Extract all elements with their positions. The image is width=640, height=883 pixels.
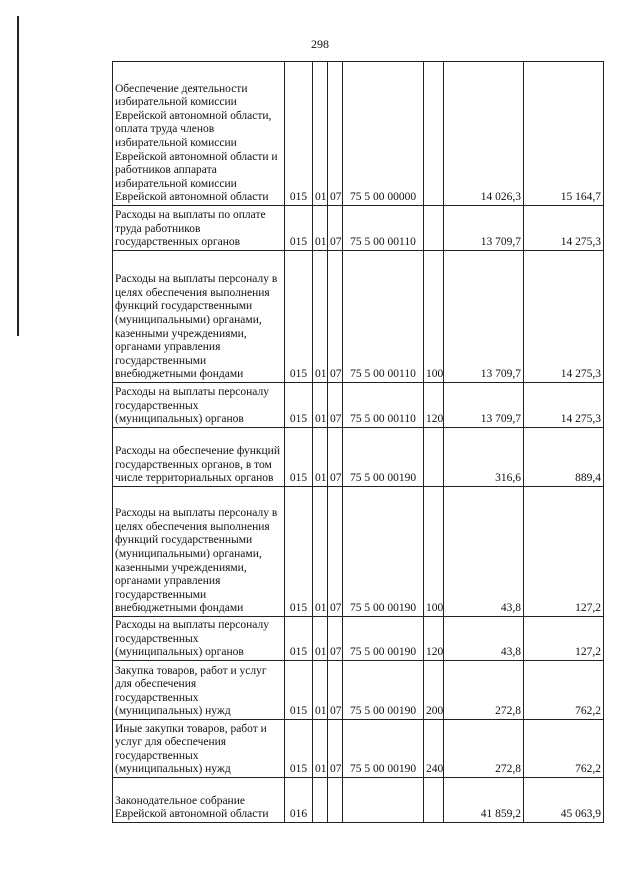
row-name: Расходы на выплаты персоналу государственных (муниципальных) органов — [113, 383, 285, 428]
ved-code: 015 — [285, 720, 313, 778]
section-code: 01 — [313, 206, 328, 251]
ved-code: 015 — [285, 62, 313, 206]
amount-year-2: 14 275,3 — [524, 251, 604, 383]
amount-year-2: 14 275,3 — [524, 206, 604, 251]
row-name: Расходы на выплаты персоналу государственных (муниципальных) органов — [113, 617, 285, 661]
section-code: 01 — [313, 428, 328, 487]
expense-type-code: 240 — [424, 720, 444, 778]
table-row — [113, 383, 604, 428]
amount-year-1: 272,8 — [444, 661, 524, 720]
amount-year-2: 127,2 — [524, 617, 604, 661]
amount-year-2: 14 275,3 — [524, 383, 604, 428]
row-name: Расходы на обеспечение функций государственных органов, в том числе территориальных органов — [113, 428, 285, 487]
expense-type-code: 120 — [424, 617, 444, 661]
amount-year-1: 13 709,7 — [444, 383, 524, 428]
ved-code: 015 — [285, 383, 313, 428]
subsection-code: 07 — [328, 428, 343, 487]
section-code: 01 — [313, 661, 328, 720]
target-article-code: 75 5 00 00110 — [343, 383, 424, 428]
row-name: Закупка товаров, работ и услуг для обеспечения государственных (муниципальных) нужд — [113, 661, 285, 720]
page-number: 298 — [311, 37, 329, 51]
expense-type-code — [424, 206, 444, 251]
table-row — [113, 62, 604, 206]
amount-year-1: 41 859,2 — [444, 778, 524, 823]
expense-type-code — [424, 62, 444, 206]
subsection-code: 07 — [328, 487, 343, 617]
amount-year-1: 43,8 — [444, 617, 524, 661]
table-row — [113, 206, 604, 251]
ved-code: 015 — [285, 617, 313, 661]
section-code: 01 — [313, 62, 328, 206]
amount-year-2: 762,2 — [524, 720, 604, 778]
ved-code: 015 — [285, 428, 313, 487]
subsection-code: 07 — [328, 617, 343, 661]
ved-code: 016 — [285, 778, 313, 823]
ved-code: 015 — [285, 661, 313, 720]
target-article-code: 75 5 00 00190 — [343, 487, 424, 617]
table-row — [113, 428, 604, 487]
amount-year-2: 45 063,9 — [524, 778, 604, 823]
row-name: Расходы на выплаты персоналу в целях обеспечения выполнения функций государственными (муниципальными) органами, казенными учреждениями, органами управления государственными внебюджетными фондами — [113, 487, 285, 617]
table-row — [113, 251, 604, 383]
ved-code: 015 — [285, 251, 313, 383]
target-article-code: 75 5 00 00190 — [343, 661, 424, 720]
table-row — [113, 720, 604, 778]
table-row — [113, 617, 604, 661]
table-row — [113, 661, 604, 720]
section-code: 01 — [313, 251, 328, 383]
amount-year-1: 316,6 — [444, 428, 524, 487]
expense-type-code: 100 — [424, 251, 444, 383]
ved-code: 015 — [285, 487, 313, 617]
target-article-code: 75 5 00 00190 — [343, 428, 424, 487]
amount-year-2: 15 164,7 — [524, 62, 604, 206]
subsection-code — [328, 778, 343, 823]
target-article-code: 75 5 00 00110 — [343, 251, 424, 383]
amount-year-1: 13 709,7 — [444, 206, 524, 251]
row-name: Расходы на выплаты персоналу в целях обеспечения выполнения функций государственными (муниципальными) органами, казенными учреждениями, органами управления государственными внебюджетными фондами — [113, 251, 285, 383]
table-row — [113, 487, 604, 617]
section-code: 01 — [313, 487, 328, 617]
target-article-code: 75 5 00 00190 — [343, 617, 424, 661]
expense-type-code: 100 — [424, 487, 444, 617]
section-code: 01 — [313, 617, 328, 661]
subsection-code: 07 — [328, 206, 343, 251]
subsection-code: 07 — [328, 661, 343, 720]
target-article-code: 75 5 00 00000 — [343, 62, 424, 206]
subsection-code: 07 — [328, 383, 343, 428]
section-code — [313, 778, 328, 823]
target-article-code: 75 5 00 00110 — [343, 206, 424, 251]
amount-year-1: 13 709,7 — [444, 251, 524, 383]
section-code: 01 — [313, 720, 328, 778]
amount-year-1: 43,8 — [444, 487, 524, 617]
expense-type-code: 120 — [424, 383, 444, 428]
target-article-code — [343, 778, 424, 823]
target-article-code: 75 5 00 00190 — [343, 720, 424, 778]
subsection-code: 07 — [328, 62, 343, 206]
row-name: Иные закупки товаров, работ и услуг для обеспечения государственных (муниципальных) нужд — [113, 720, 285, 778]
row-name: Обеспечение деятельности избирательной комиссии Еврейской автономной области, оплата труда членов избирательной комиссии Еврейской автономной области и работников аппарата избирательной комиссии Еврейской автономной области — [113, 62, 285, 206]
table-row — [113, 778, 604, 823]
margin-rule — [17, 16, 19, 336]
ved-code: 015 — [285, 206, 313, 251]
expense-type-code — [424, 428, 444, 487]
amount-year-2: 762,2 — [524, 661, 604, 720]
subsection-code: 07 — [328, 720, 343, 778]
row-name: Законодательное собрание Еврейской автономной области — [113, 778, 285, 823]
amount-year-1: 14 026,3 — [444, 62, 524, 206]
expense-type-code: 200 — [424, 661, 444, 720]
amount-year-1: 272,8 — [444, 720, 524, 778]
section-code: 01 — [313, 383, 328, 428]
expense-type-code — [424, 778, 444, 823]
amount-year-2: 889,4 — [524, 428, 604, 487]
row-name: Расходы на выплаты по оплате труда работников государственных органов — [113, 206, 285, 251]
amount-year-2: 127,2 — [524, 487, 604, 617]
budget-table — [112, 61, 604, 823]
subsection-code: 07 — [328, 251, 343, 383]
